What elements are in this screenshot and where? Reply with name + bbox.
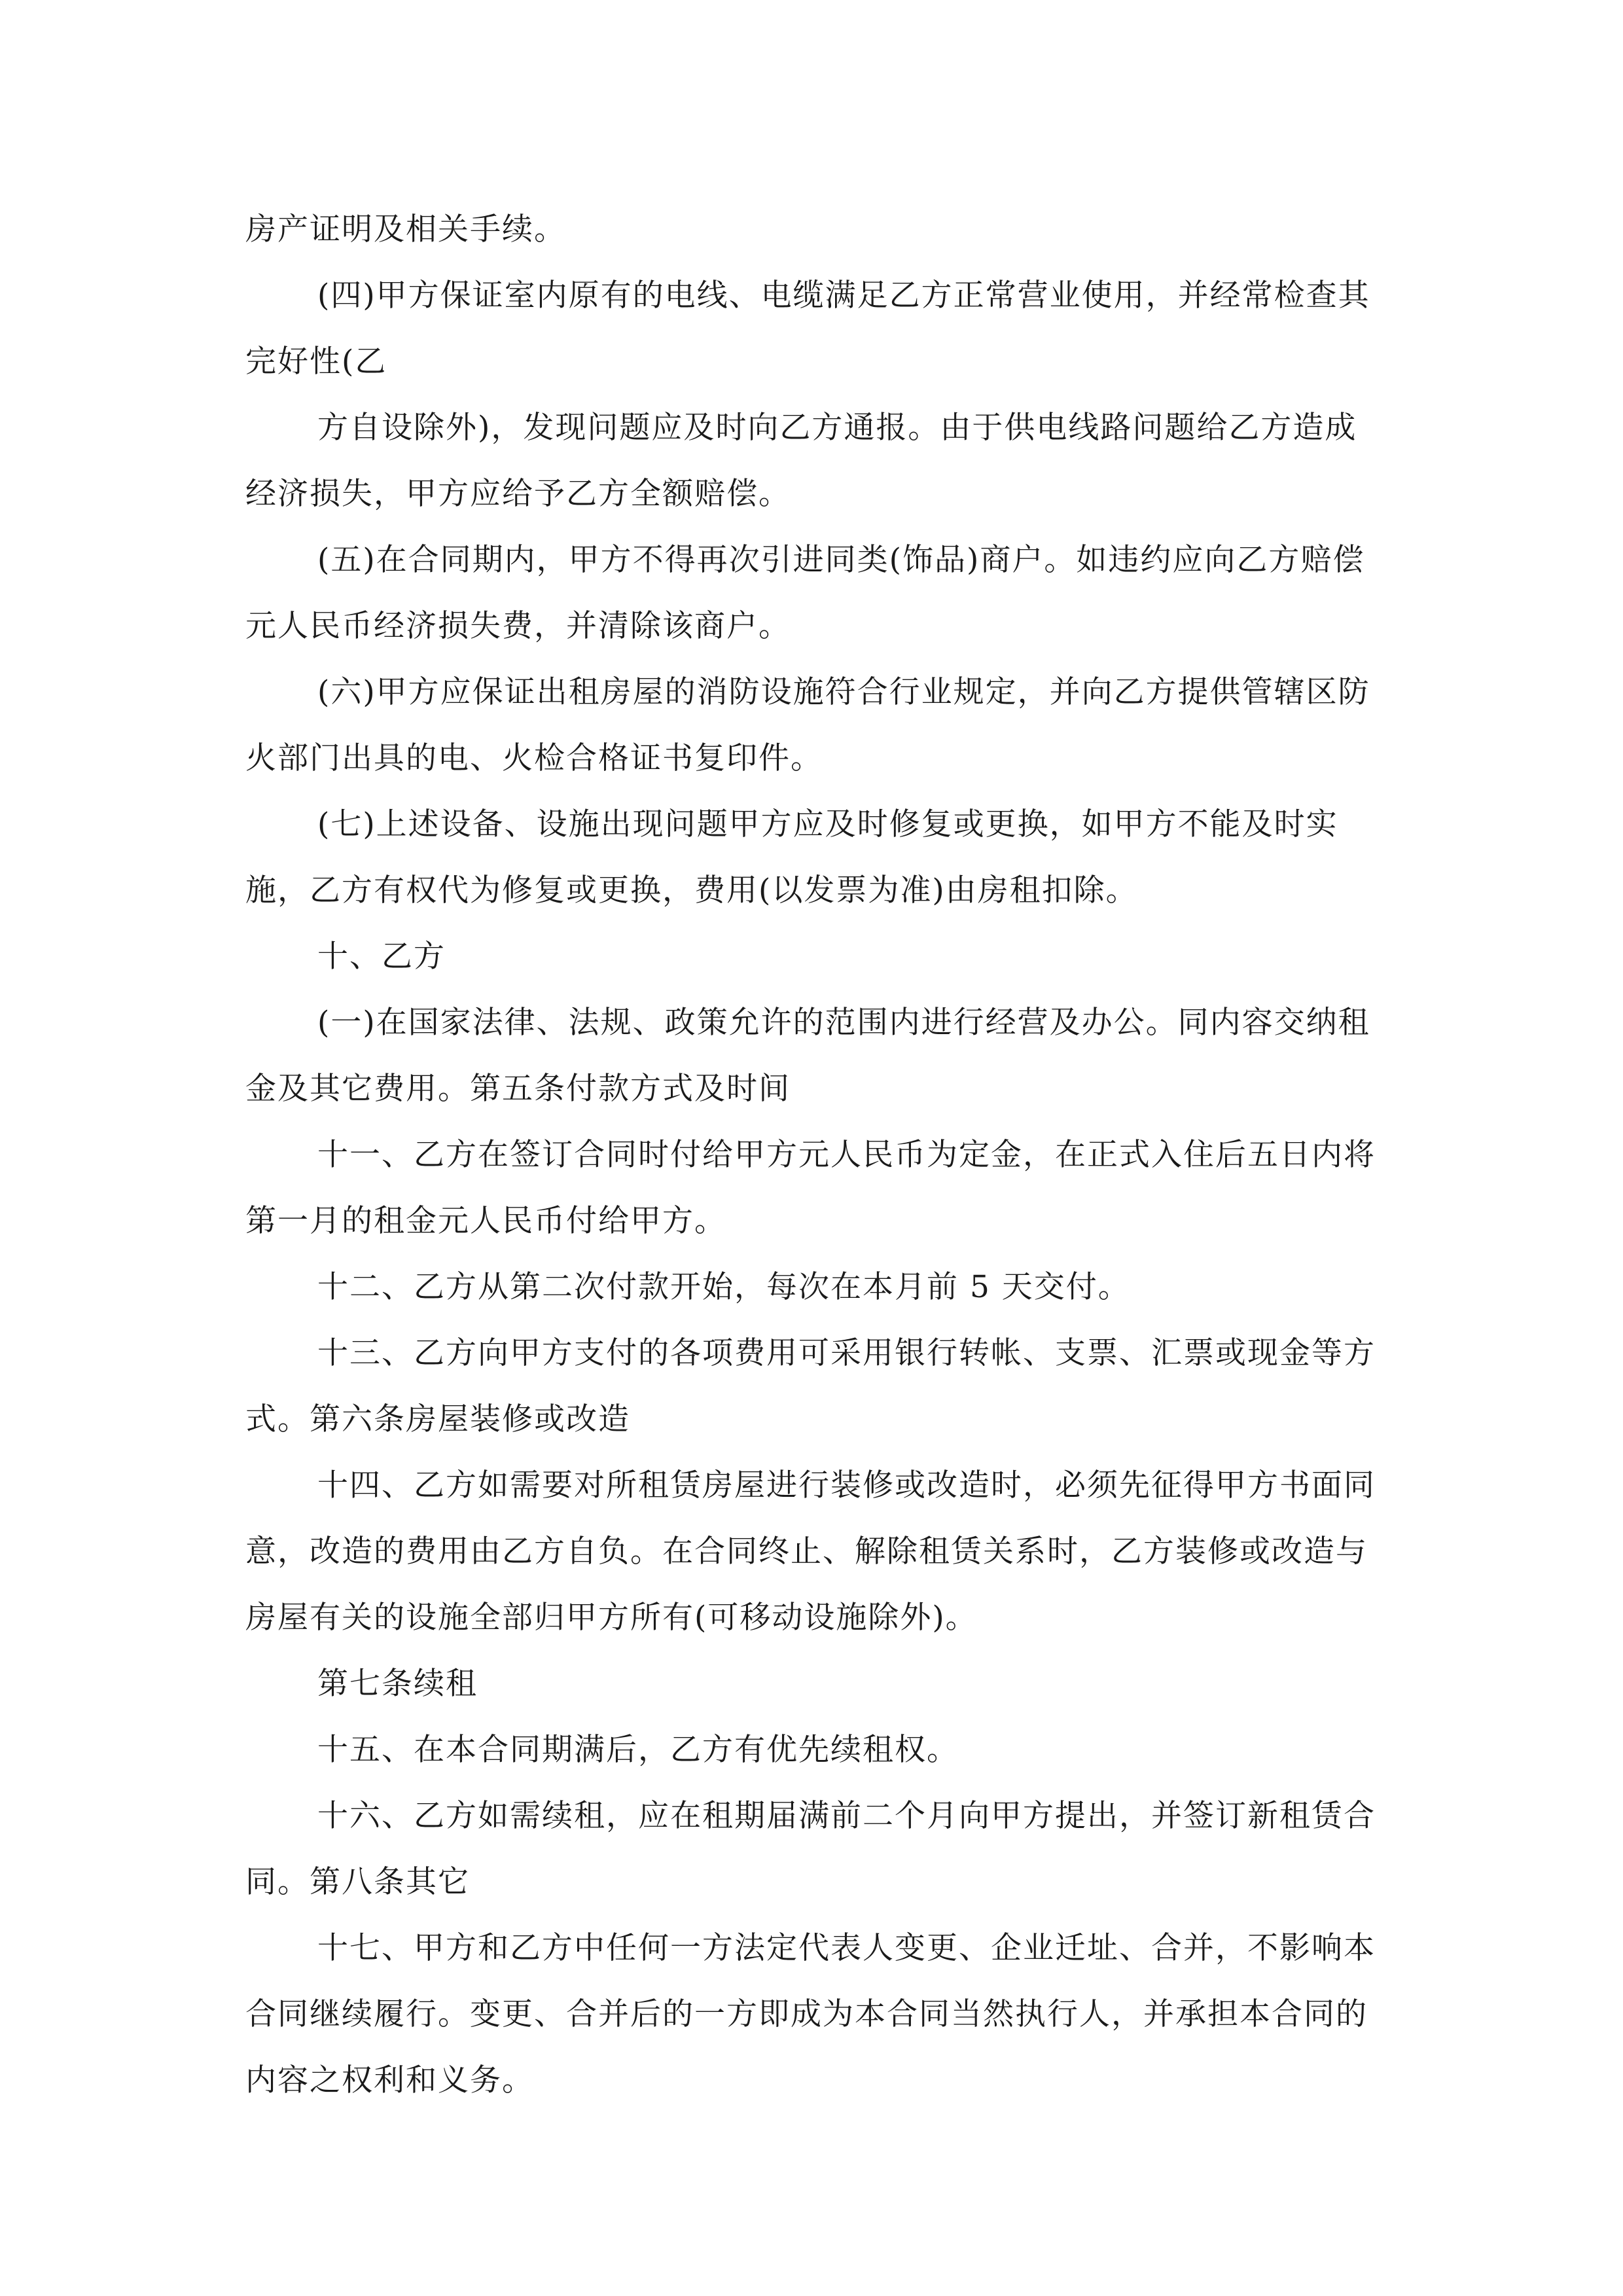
paragraph: 十四、乙方如需要对所租赁房屋进行装修或改造时，必须先征得甲方书面同意，改造的费用由乙方自负。在合同终止、解除租赁关系时，乙方装修或改造与房屋有关的设施全部归甲方所有(可移动设施除外)。 [245,1467,1376,1636]
document-body [245,196,1378,2113]
paragraph: (一)在国家法律、法规、政策允许的范围内进行经营及办公。同内容交纳租金及其它费用。第五条付款方式及时间 [245,1005,1370,1107]
paragraph: 十六、乙方如需续租，应在租期届满前二个月向甲方提出，并签订新租赁合同。第八条其它 [245,1798,1376,1900]
paragraph: (五)在合同期内，甲方不得再次引进同类(饰品)商户。如违约应向乙方赔偿元人民币经济损失费，并清除该商户。 [245,542,1365,644]
paragraph: 十一、乙方在签订合同时付给甲方元人民币为定金，在正式入住后五日内将第一月的租金元人民币付给甲方。 [245,1137,1376,1239]
paragraph: 第七条续租 [317,1666,478,1702]
paragraph: 十五、在本合同期满后，乙方有优先续租权。 [317,1732,959,1768]
paragraph: (七)上述设备、设施出现问题甲方应及时修复或更换，如甲方不能及时实施，乙方有权代为修复或更换，费用(以发票为准)由房租扣除。 [245,806,1338,908]
paragraph: (四)甲方保证室内原有的电线、电缆满足乙方正常营业使用，并经常检查其完好性(乙 [245,278,1370,380]
paragraph: 方自设除外)，发现问题应及时向乙方通报。由于供电线路问题给乙方造成经济损失，甲方应给予乙方全额赔偿。 [245,410,1357,512]
paragraph: 房产证明及相关手续。 [245,211,566,247]
paragraph: 十七、甲方和乙方中任何一方法定代表人变更、企业迁址、合并，不影响本合同继续履行。变更、合并后的一方即成为本合同当然执行人，并承担本合同的内容之权利和义务。 [245,1930,1376,2098]
paragraph: 十、乙方 [317,939,446,975]
paragraph: (六)甲方应保证出租房屋的消防设施符合行业规定，并向乙方提供管辖区防火部门出具的电、火检合格证书复印件。 [245,674,1370,776]
paragraph: 十三、乙方向甲方支付的各项费用可采用银行转帐、支票、汇票或现金等方式。第六条房屋装修或改造 [245,1335,1376,1437]
paragraph: 十二、乙方从第二次付款开始，每次在本月前 5 天交付。 [317,1269,1130,1305]
